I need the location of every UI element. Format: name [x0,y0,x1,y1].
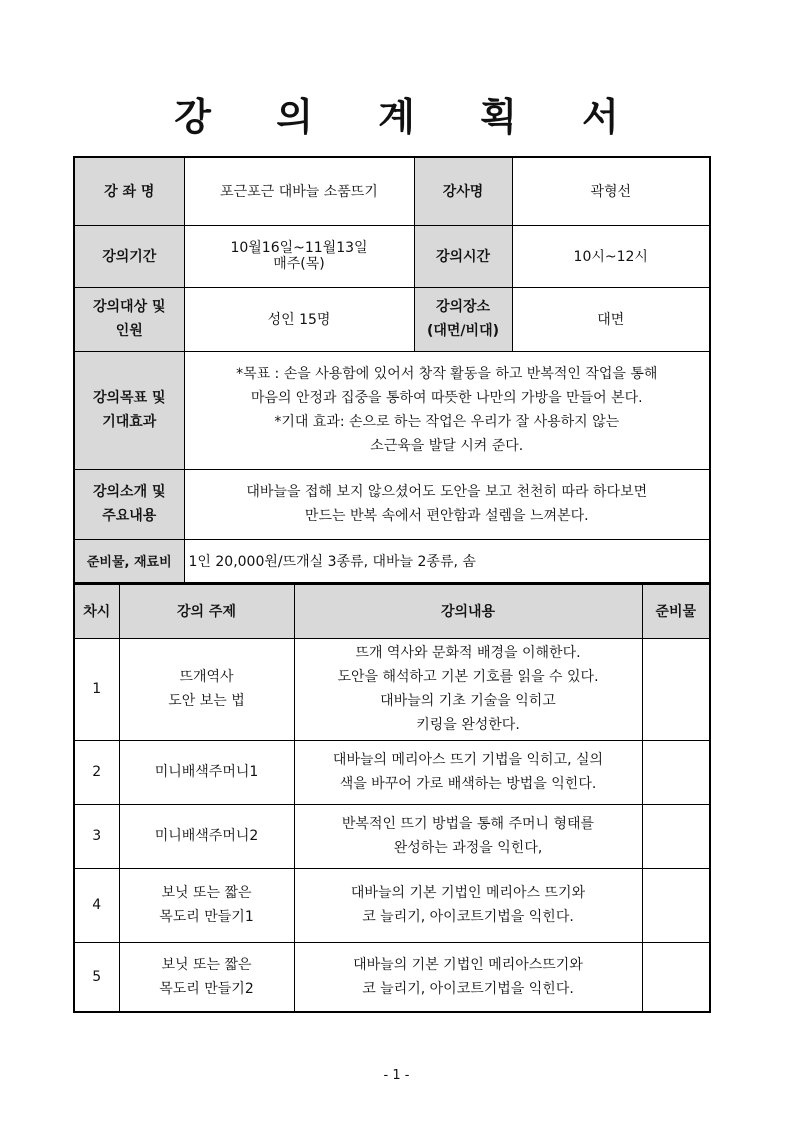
period-label: 강의기간 [74,225,184,287]
goal-label [74,351,184,469]
place-label-line2: (대면/비대) [426,323,499,339]
intro-row [74,469,710,539]
session-topic [119,804,294,868]
session-content [294,638,642,740]
period-value-line2: 매주(목) [273,256,325,272]
content-line: 대바늘의 기본 기법인 메리아스 뜨기와 [350,885,586,901]
place-value: 대면 [512,287,710,351]
header-prep: 준비물 [642,584,710,638]
topic-line: 보닛 또는 짧은 [161,956,252,973]
instructor-label: 강사명 [414,157,512,225]
topic-line: 미니배색주머니2 [154,828,259,844]
place-label [414,287,512,351]
content-line: 뜨개 역사와 문화적 배경을 이해한다. [355,645,581,661]
session-content [294,804,642,868]
intro-label-line1: 강의소개 및 [93,484,166,500]
intro-line: 대바늘을 접해 보지 않으셨어도 도안을 보고 천천히 따라 하다보면 [246,484,648,500]
goal-row [74,351,710,469]
topic-line: 보닛 또는 짧은 [161,885,252,901]
session-number: 1 [74,638,119,740]
course-info-table [73,156,711,584]
table-row [74,942,710,1012]
goal-line: *목표 : 손을 사용함에 있어서 창작 활동을 하고 반복적인 작업을 통해 [236,366,658,382]
session-content [294,740,642,804]
topic-line: 목도리 만들기2 [159,980,254,997]
session-topic [119,638,294,740]
topic-line: 뜨개역사 [179,669,234,685]
content-line: 코 늘리기, 아이코트기법을 익힌다. [362,980,574,997]
content-line: 완성하는 과정을 익힌다, [393,840,543,856]
period-value [184,225,414,287]
session-number: 2 [74,740,119,804]
content-line: 코 늘리기, 아이코트기법을 익힌다. [362,909,574,925]
intro-label-line2: 주요내용 [102,508,157,524]
goal-value [184,351,710,469]
session-number: 3 [74,804,119,868]
session-prep [642,868,710,942]
topic-line: 목도리 만들기1 [159,909,254,925]
table-row [74,868,710,942]
materials-row [74,539,710,583]
session-topic [119,868,294,942]
goal-line: 마음의 안정과 집중을 통하여 따뜻한 나만의 가방을 만들어 본다. [250,390,643,406]
document-title: 강 의 계 획 서 [174,95,645,139]
session-prep [642,740,710,804]
topic-line: 미니배색주머니1 [154,764,259,780]
place-label-line1: 강의장소 [435,299,491,315]
session-topic [119,942,294,1012]
target-label [74,287,184,351]
time-value: 10시~12시 [512,225,710,287]
page-number: - 1 - [383,1068,410,1083]
target-label-line2: 인원 [115,323,143,339]
goal-line: 소근육을 발달 시켜 준다. [370,438,524,454]
table-row [74,638,710,740]
table-row [74,804,710,868]
content-line: 대바늘의 메리아스 뜨기 기법을 익히고, 실의 [332,752,604,768]
session-prep [642,638,710,740]
period-row [74,225,710,287]
content-line: 색을 바꾸어 가로 배색하는 방법을 익힌다. [339,776,597,792]
target-label-line1: 강의대상 및 [93,299,166,315]
time-label: 강의시간 [414,225,512,287]
course-name-label: 강 좌 명 [74,157,184,225]
materials-label: 준비물, 재료비 [74,539,184,583]
content-line: 대바늘의 기본 기법인 메리아스뜨기와 [353,956,583,973]
header-session: 차시 [74,584,119,638]
session-number: 4 [74,868,119,942]
session-content [294,942,642,1012]
goal-label-line1: 강의목표 및 [93,390,166,406]
header-content: 강의내용 [294,584,642,638]
instructor-value: 곽형선 [512,157,710,225]
materials-value: 1인 20,000원/뜨개실 3종류, 대바늘 2종류, 솜 [184,539,710,583]
goal-line: *기대 효과: 손으로 하는 작업은 우리가 잘 사용하지 않는 [274,414,620,430]
target-row [74,287,710,351]
target-value: 성인 15명 [184,287,414,351]
topic-line: 도안 보는 법 [168,693,245,709]
schedule-table [73,583,711,1013]
period-value-line1: 10월16일~11월13일 [230,240,368,256]
intro-value [184,469,710,539]
course-name-value: 포근포근 대바늘 소품뜨기 [184,157,414,225]
header-topic: 강의 주제 [119,584,294,638]
content-line: 도안을 해석하고 기본 기호를 읽을 수 있다. [337,669,599,685]
session-number: 5 [74,942,119,1012]
content-line: 키링을 완성한다. [416,717,520,733]
intro-label [74,469,184,539]
session-prep [642,804,710,868]
session-prep [642,942,710,1012]
session-content [294,868,642,942]
course-row [74,157,710,225]
intro-line: 만드는 반복 속에서 편안함과 설렘을 느껴본다. [304,508,589,524]
table-row [74,740,710,804]
session-topic [119,740,294,804]
schedule-header-row [74,584,710,638]
content-line: 반복적인 뜨기 방법을 통해 주머니 형태를 [341,816,595,832]
content-line: 대바늘의 기초 기술을 익히고 [380,693,556,709]
goal-label-line2: 기대효과 [102,414,157,430]
